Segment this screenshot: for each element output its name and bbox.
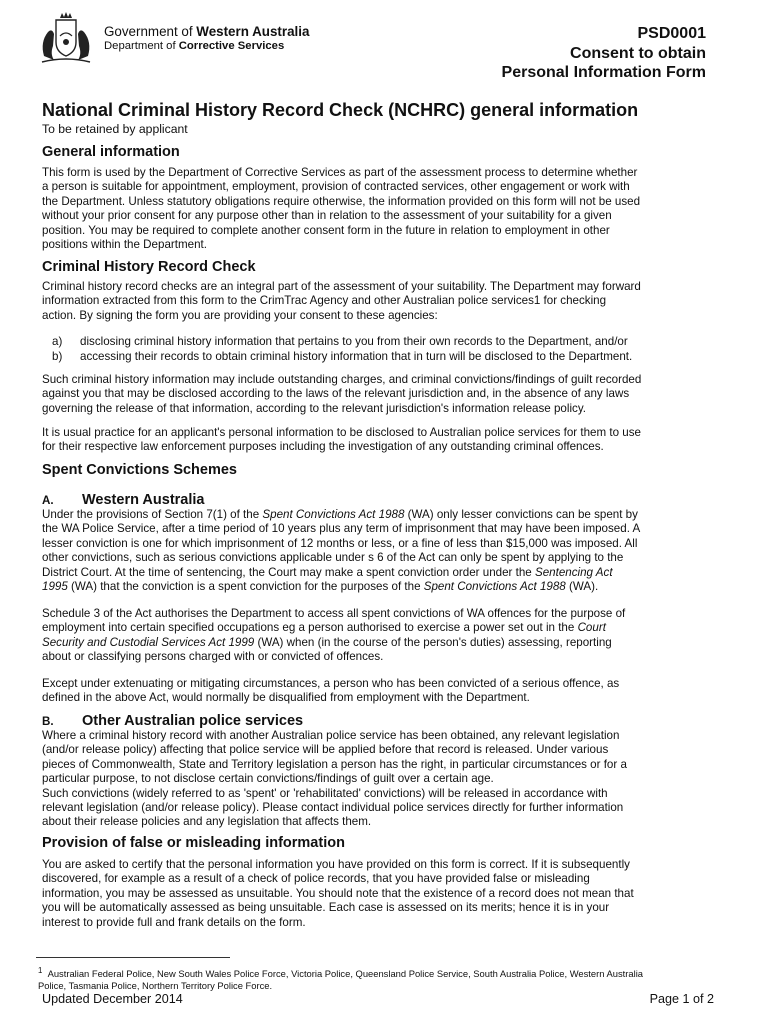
footnote-marker: 1 bbox=[38, 966, 43, 975]
false-info-heading: Provision of false or misleading information bbox=[42, 835, 345, 851]
section-b-heading: B. Other Australian police services bbox=[42, 713, 304, 729]
crc-paragraph-3: It is usual practice for an applicant's personal information to be disclosed to Australian police services for them to use for their respective law enforcement purposes including the investigation of any outstanding criminal offences. bbox=[42, 426, 641, 454]
page-title: National Criminal History Record Check (NCHRC) general information bbox=[42, 100, 639, 120]
section-a-heading: A. Western Australia bbox=[42, 492, 205, 508]
section-b-paragraph: Where a criminal history record with another Australian police service has been obtained, any relevant legislation (and/or release policy) affecting that police service will be applied before that record is released. Under various pieces of Commonwealth, State and Territory legislation a person has the right, in particular circumstances or for a particular purpose, to not disclose certain convictions/findings of guilt over a certain age. Such convictions (widely referred to as 'spent' or 'rehabilitated' convictions) will be released in accordance with relevant legislation (and/or release policy). Please contact individual police services directly for further information about their release policies and any legislation that affects them. bbox=[42, 729, 627, 829]
crc-intro-paragraph bbox=[42, 280, 641, 323]
crc-consent-list bbox=[52, 334, 632, 364]
wa-crest-logo bbox=[36, 12, 96, 66]
form-title-line-2: Personal Information Form bbox=[501, 64, 706, 81]
general-line: the Department. Unless statutory obligations require otherwise, the information provided on this form will not be used bbox=[42, 194, 641, 208]
form-code: PSD0001 bbox=[637, 25, 706, 42]
general-line: position. You may be required to complete another consent form in the future in relation to employment in other bbox=[42, 223, 610, 237]
crc-line: information extracted from this form to the CrimTrac Agency and other Australian police services1 for checking bbox=[42, 294, 607, 308]
crc-heading: Criminal History Record Check bbox=[42, 259, 256, 275]
crc-line: Criminal history record checks are an integral part of the assessment of your suitability. The Department may forward bbox=[42, 280, 641, 293]
government-name: Government of Western Australia bbox=[104, 24, 310, 39]
department-name: Department of Corrective Services bbox=[104, 40, 285, 52]
updated-date: Updated December 2014 bbox=[42, 992, 183, 1006]
section-a-paragraph-1: Under the provisions of Section 7(1) of the Spent Convictions Act 1988 (WA) only lesser convictions can be spent by the WA Police Service, after a time period of 10 years plus any term of imprisonment that may have been imposed. A lesser conviction is one for which imprisonment of 12 months or less, or a fine of less than $15,000 was imposed. All other convictions, such as serious convictions applicable under s 6 of the Act can only be spent by applying to the District Court. At the time of sentencing, the Court may make a spent conviction order under the Sentencing Act 1995 (WA) that the conviction is a spent conviction for the purposes of the Spent Convictions Act 1988 (WA). bbox=[42, 508, 641, 594]
page-number: Page 1 of 2 bbox=[649, 992, 714, 1006]
section-a-paragraph-2: Schedule 3 of the Act authorises the Department to access all spent convictions of WA offences for the purpose of employment into certain specified occupations eg a person authorised to exercise a power set out in the Court Security and Custodial Services Act 1999 (WA) when (in the course of the person's duties) assessing, reporting about or classifying persons charged with or convicted of offences. bbox=[42, 607, 626, 664]
form-header bbox=[502, 24, 706, 83]
general-info-paragraph bbox=[42, 166, 640, 252]
footnote-divider bbox=[36, 957, 230, 958]
general-line: without your prior consent for any purpose other than in relation to the assessment of your suitability for a given bbox=[42, 209, 612, 223]
page-subtitle: To be retained by applicant bbox=[42, 122, 188, 136]
spent-convictions-heading: Spent Convictions Schemes bbox=[42, 462, 237, 478]
false-info-paragraph: You are asked to certify that the personal information you have provided on this form is correct. If it is subsequently discovered, for example as a result of a check of police records, that you have provided false or misleading information, you may be assessed as unsuitable. You should note that the existence of a record does not mean that you will be automatically assessed as being unsuitable. Each case is assessed on its merits; hence it is in your interest to provide full and frank details on the form. bbox=[42, 858, 634, 929]
list-item: a) disclosing criminal history information that pertains to you from their own records to the Department, and/or bbox=[52, 335, 628, 348]
general-line: This form is used by the Department of Corrective Services as part of the assessment process to determine whether bbox=[42, 166, 638, 179]
crc-line: action. By signing the form you are providing your consent to these agencies: bbox=[42, 308, 438, 322]
general-line: positions within the Department. bbox=[42, 238, 207, 252]
list-item: b) accessing their records to obtain criminal history information that in turn will be disclosed to the Department. bbox=[52, 350, 633, 363]
footnote: $^1$ Australian Federal Police, New South Wales Police Force, Victoria Police, Queensland Police Service, South Australia Police, Western Australia Police, Tasmania Police, Northern Territory Police Force. bbox=[38, 966, 644, 992]
form-title-line-1: Consent to obtain bbox=[570, 44, 706, 62]
general-info-heading: General information bbox=[42, 144, 180, 160]
crc-paragraph-2: Such criminal history information may include outstanding charges, and criminal convictions/findings of guilt recorded against you that may be disclosed according to the laws of the relevant jurisdiction and, in the absence of any laws governing the release of that information, according to the relevant jurisdiction's information release policy. bbox=[42, 373, 642, 415]
section-a-paragraph-3: Except under extenuating or mitigating circumstances, a person who has been convicted of a serious offence, as defined in the above Act, would normally be disqualified from employment with the Department. bbox=[42, 677, 620, 705]
general-line: a person is suitable for appointment, employment, provision of contracted services, other engagement or work with bbox=[42, 180, 630, 194]
